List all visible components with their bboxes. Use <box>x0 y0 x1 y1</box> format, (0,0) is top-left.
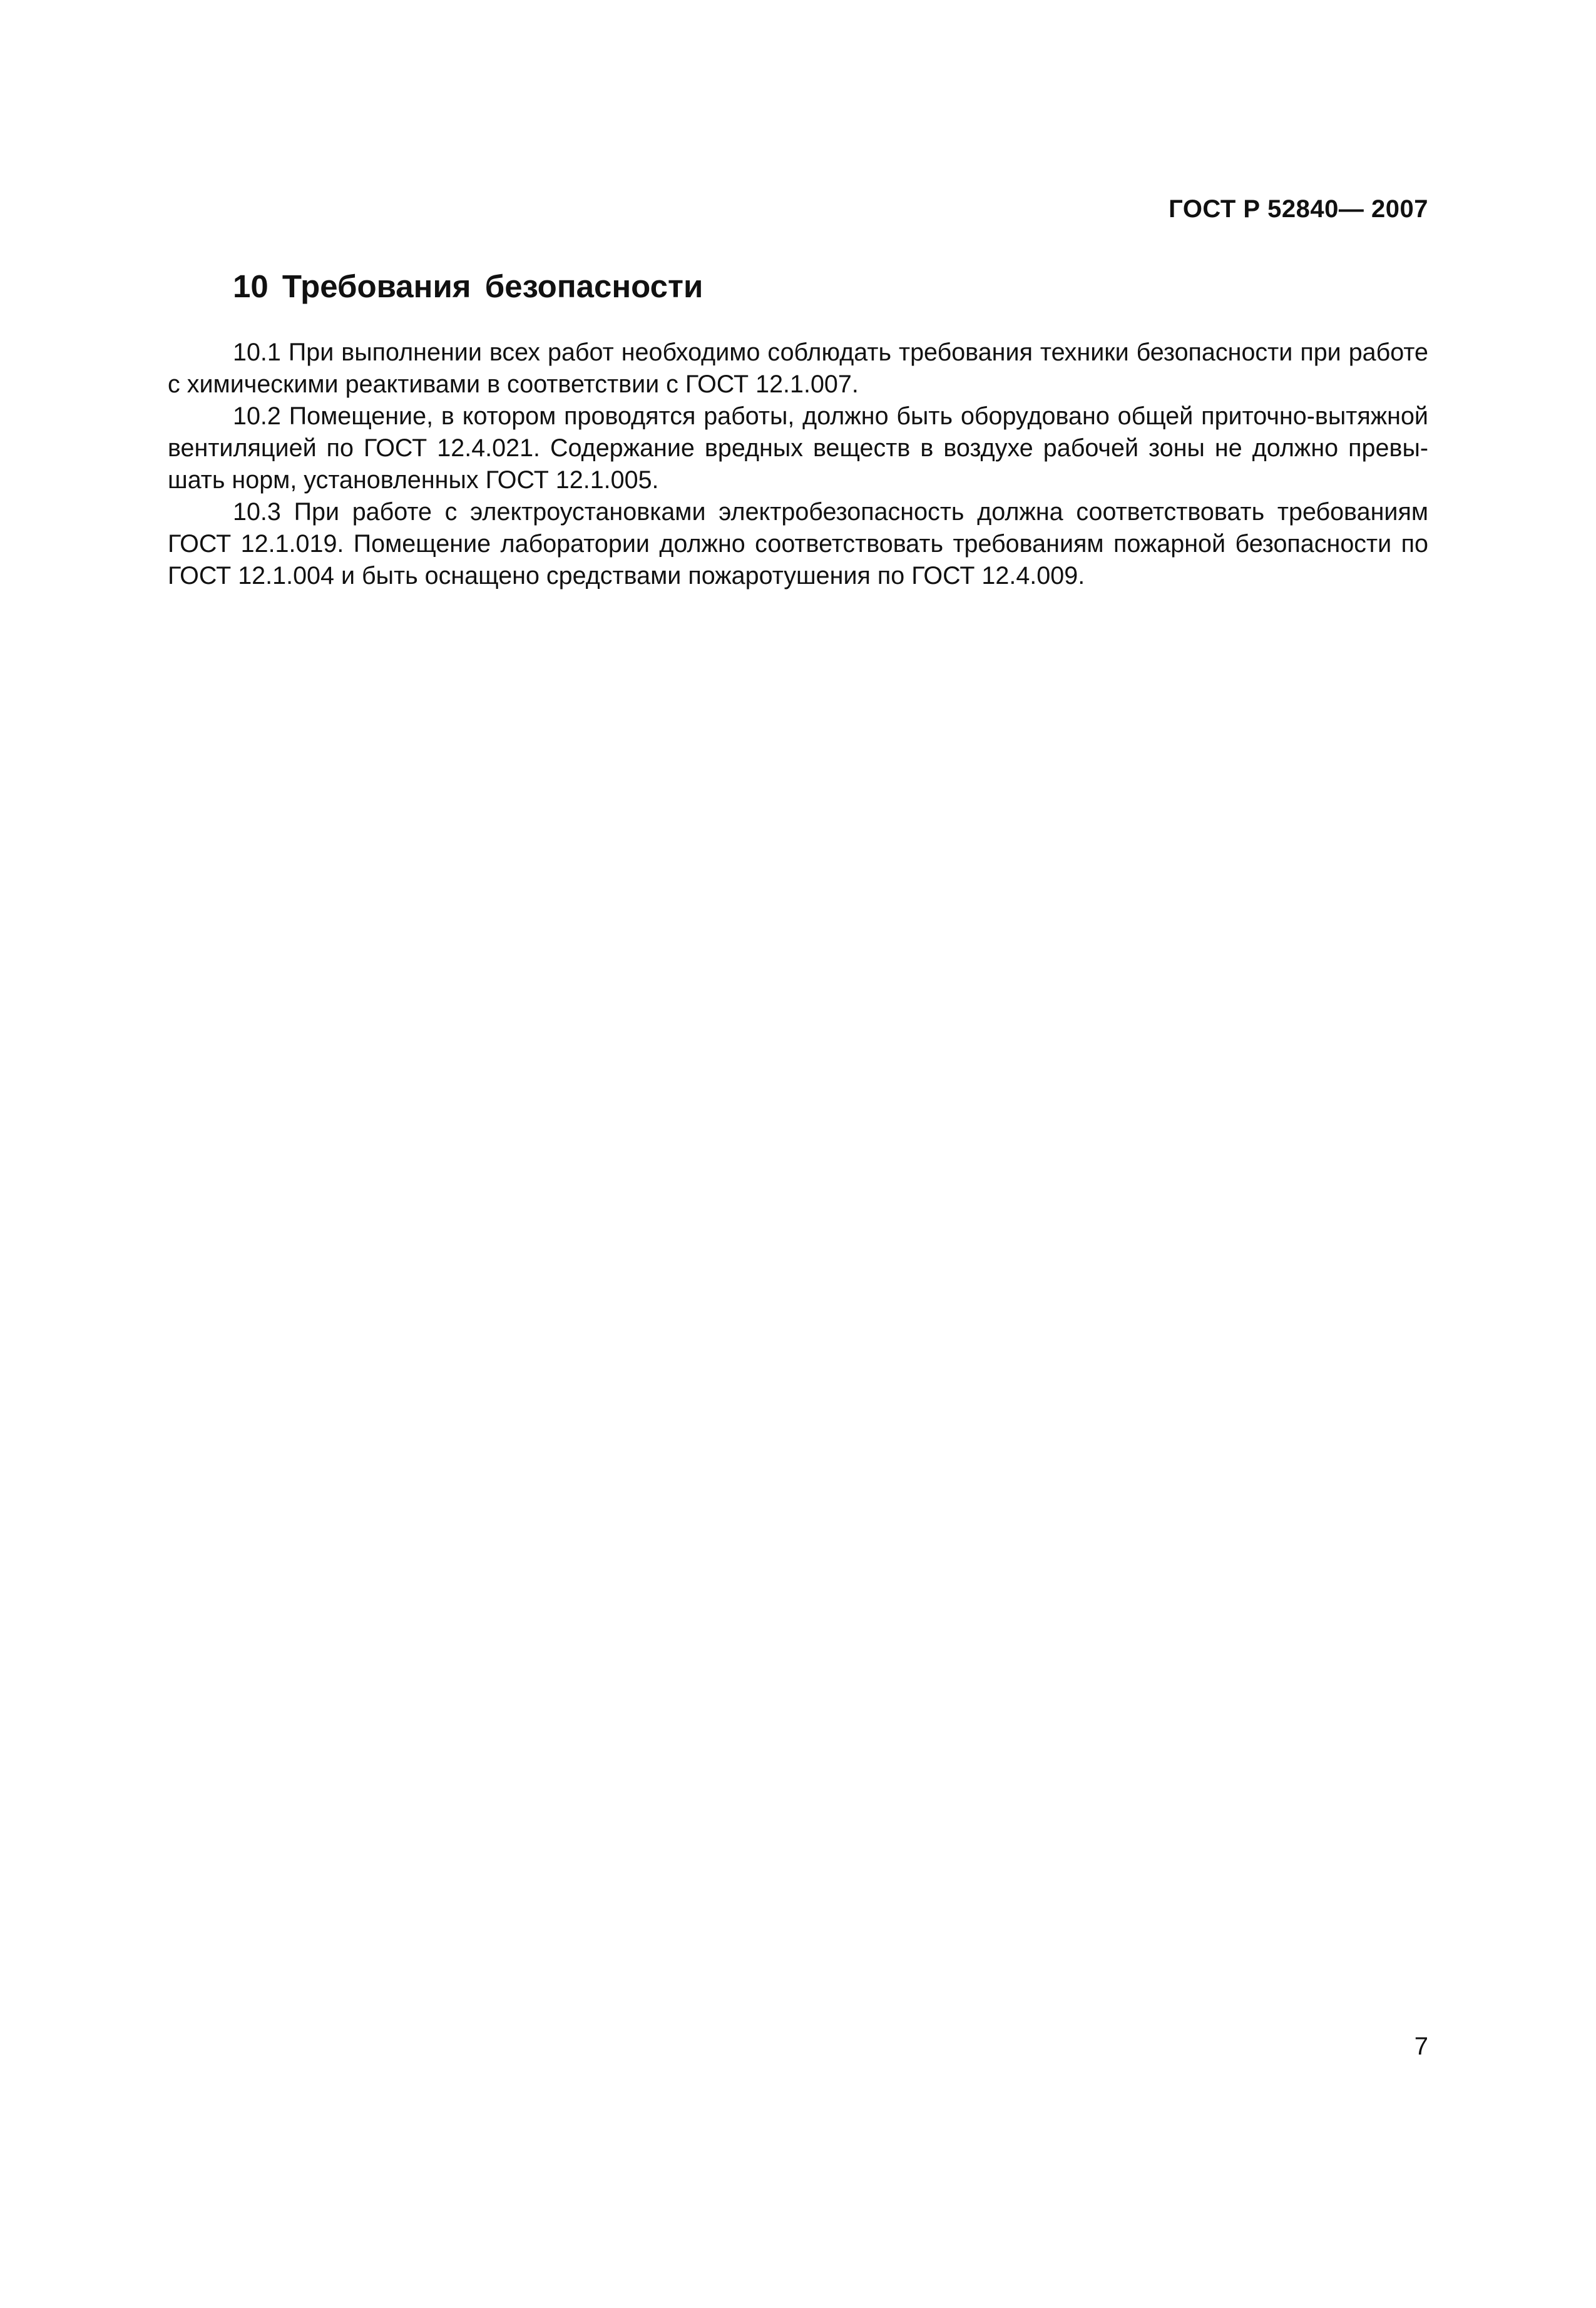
paragraph-10-3: 10.3 При работе с электроустановками электробезопасность должна соответствовать требованиям ГОСТ 12.1.019. Помещение лаборатории должно соответствовать требованиям пожарной безопасности по ГОСТ 12.1.004 и быть оснащено средствами пожаротушения по ГОСТ 12.4.009. <box>168 498 1428 590</box>
paragraph-10-2: 10.2 Помещение, в котором проводятся работы, должно быть оборудовано общей приточно-вытяжной вентиляцией по ГОСТ 12.4.021. Содержание вредных веществ в воздухе рабочей зоны не должно превышать норм, установленных ГОСТ 12.1.005. <box>168 402 1428 494</box>
document-code-header: ГОСТ Р 52840— 2007 <box>1169 195 1428 223</box>
paragraph-10-1: 10.1 При выполнении всех работ необходимо соблюдать требования техники безопасности при работе с химическими реактивами в соответствии с ГОСТ 12.1.007. <box>168 339 1428 398</box>
page-number: 7 <box>1414 2033 1428 2060</box>
section-heading: 10 Требования безопасности <box>233 268 703 304</box>
section-body <box>168 337 1428 592</box>
